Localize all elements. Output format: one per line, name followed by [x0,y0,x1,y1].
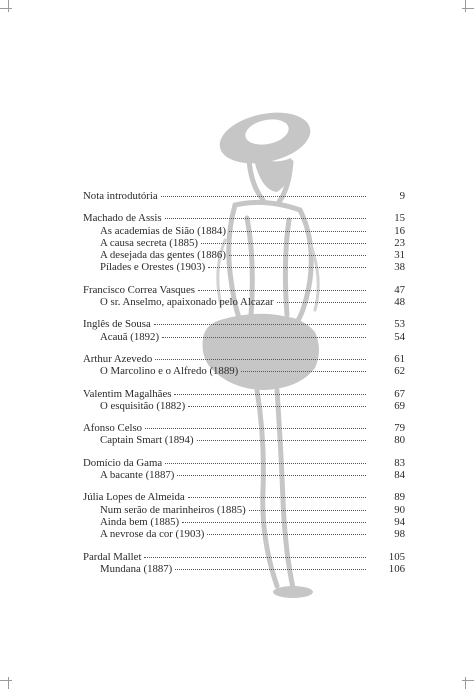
toc-story-entry[interactable] [83,469,405,481]
leader-dots [241,371,366,372]
leader-dots [177,475,366,476]
toc-author-entry[interactable] [83,388,405,400]
toc-section [83,457,405,482]
toc-entry-title: As academias de Sião (1884) [100,224,226,237]
toc-author-entry[interactable] [83,212,405,224]
toc-entry-title: O Marcolino e o Alfredo (1889) [100,365,239,378]
toc-page-number: 79 [394,422,405,435]
table-of-contents [83,190,405,585]
toc-story-entry[interactable] [83,296,405,308]
toc-section [83,491,405,540]
leader-dots [198,290,366,291]
leader-dots [229,255,366,256]
toc-page-number: 80 [394,434,405,447]
leader-dots [175,569,366,570]
crop-mark-top-right [465,0,466,12]
toc-entry-title: A nevrose da cor (1903) [100,528,205,541]
toc-author-entry[interactable] [83,284,405,296]
leader-dots [277,302,366,303]
toc-story-entry[interactable] [83,563,405,575]
toc-page-number: 54 [394,330,405,343]
toc-page-number: 61 [394,352,405,365]
crop-mark-right-bottom [462,680,474,681]
toc-page-number: 67 [394,387,405,400]
toc-entry-title: A bacante (1887) [100,469,175,482]
crop-mark-top-left [8,0,9,12]
leader-dots [174,394,366,395]
leader-dots [145,428,366,429]
toc-entry-title: Francisco Correa Vasques [83,283,195,296]
toc-page-number: 94 [394,515,405,528]
toc-page-number: 23 [394,236,405,249]
toc-entry-title: A causa secreta (1885) [100,236,199,249]
toc-section [83,212,405,273]
toc-entry-title: Pardal Mallet [83,550,142,563]
toc-story-entry[interactable] [83,261,405,273]
toc-author-entry[interactable] [83,353,405,365]
toc-author-entry[interactable] [83,318,405,330]
toc-page-number: 83 [394,456,405,469]
leader-dots [161,196,366,197]
toc-page-number: 62 [394,365,405,378]
crop-mark-left-top [0,8,12,9]
leader-dots [144,557,366,558]
toc-story-entry[interactable] [83,516,405,528]
crop-mark-bottom-left [8,677,9,689]
toc-page-number: 15 [394,212,405,225]
toc-story-entry[interactable] [83,249,405,261]
toc-entry-title: Júlia Lopes de Almeida [83,491,185,504]
crop-mark-bottom-right [465,677,466,689]
toc-section [83,422,405,447]
toc-author-entry[interactable] [83,422,405,434]
crop-mark-right-top [462,8,474,9]
toc-entry-title: Num serão de marinheiros (1885) [100,503,246,516]
toc-story-entry[interactable] [83,365,405,377]
toc-entry-title: Arthur Azevedo [83,352,153,365]
toc-section [83,551,405,576]
crop-mark-left-bottom [0,680,12,681]
toc-page-number: 48 [394,296,405,309]
leader-dots [249,510,366,511]
toc-author-entry[interactable] [83,190,405,202]
toc-section [83,318,405,343]
toc-page-number: 31 [394,249,405,262]
leader-dots [188,406,366,407]
toc-entry-title: O sr. Anselmo, apaixonado pelo Alcazar [100,296,274,309]
toc-story-entry[interactable] [83,237,405,249]
toc-section [83,284,405,309]
leader-dots [229,231,366,232]
toc-story-entry[interactable] [83,528,405,540]
toc-page-number: 84 [394,469,405,482]
toc-entry-title: Ainda bem (1885) [100,515,180,528]
leader-dots [162,337,366,338]
toc-section [83,190,405,202]
toc-entry-title: Domício da Gama [83,456,163,469]
toc-entry-title: O esquisitão (1882) [100,399,186,412]
toc-section [83,388,405,413]
toc-page-number: 16 [394,224,405,237]
toc-entry-title: Nota introdutória [83,190,158,202]
toc-page-number: 9 [399,190,405,202]
toc-entry-title: Pílades e Orestes (1903) [100,261,206,274]
leader-dots [207,534,366,535]
toc-entry-title: Afonso Celso [83,422,143,435]
leader-dots [201,243,366,244]
toc-page-number: 89 [394,491,405,504]
toc-author-entry[interactable] [83,491,405,503]
toc-page-number: 38 [394,261,405,274]
toc-entry-title: Mundana (1887) [100,562,173,575]
toc-author-entry[interactable] [83,551,405,563]
toc-page-number: 105 [388,550,405,563]
toc-page-number: 47 [394,283,405,296]
toc-entry-title: Valentim Magalhães [83,387,172,400]
leader-dots [165,463,366,464]
toc-page-number: 53 [394,318,405,331]
toc-story-entry[interactable] [83,400,405,412]
leader-dots [155,359,366,360]
toc-page-number: 98 [394,528,405,541]
leader-dots [197,440,366,441]
toc-entry-title: A desejada das gentes (1886) [100,249,226,262]
toc-page-number: 106 [388,562,405,575]
toc-story-entry[interactable] [83,331,405,343]
toc-section [83,353,405,378]
toc-author-entry[interactable] [83,457,405,469]
toc-entry-title: Inglês de Sousa [83,318,151,331]
toc-story-entry[interactable] [83,225,405,237]
toc-entry-title: Machado de Assis [83,212,162,225]
toc-page-number: 69 [394,399,405,412]
leader-dots [182,522,366,523]
leader-dots [154,324,366,325]
toc-story-entry[interactable] [83,504,405,516]
toc-entry-title: Acauã (1892) [100,330,160,343]
toc-story-entry[interactable] [83,434,405,446]
toc-page-number: 90 [394,503,405,516]
toc-entry-title: Captain Smart (1894) [100,434,194,447]
leader-dots [208,267,366,268]
leader-dots [165,218,366,219]
leader-dots [188,497,366,498]
